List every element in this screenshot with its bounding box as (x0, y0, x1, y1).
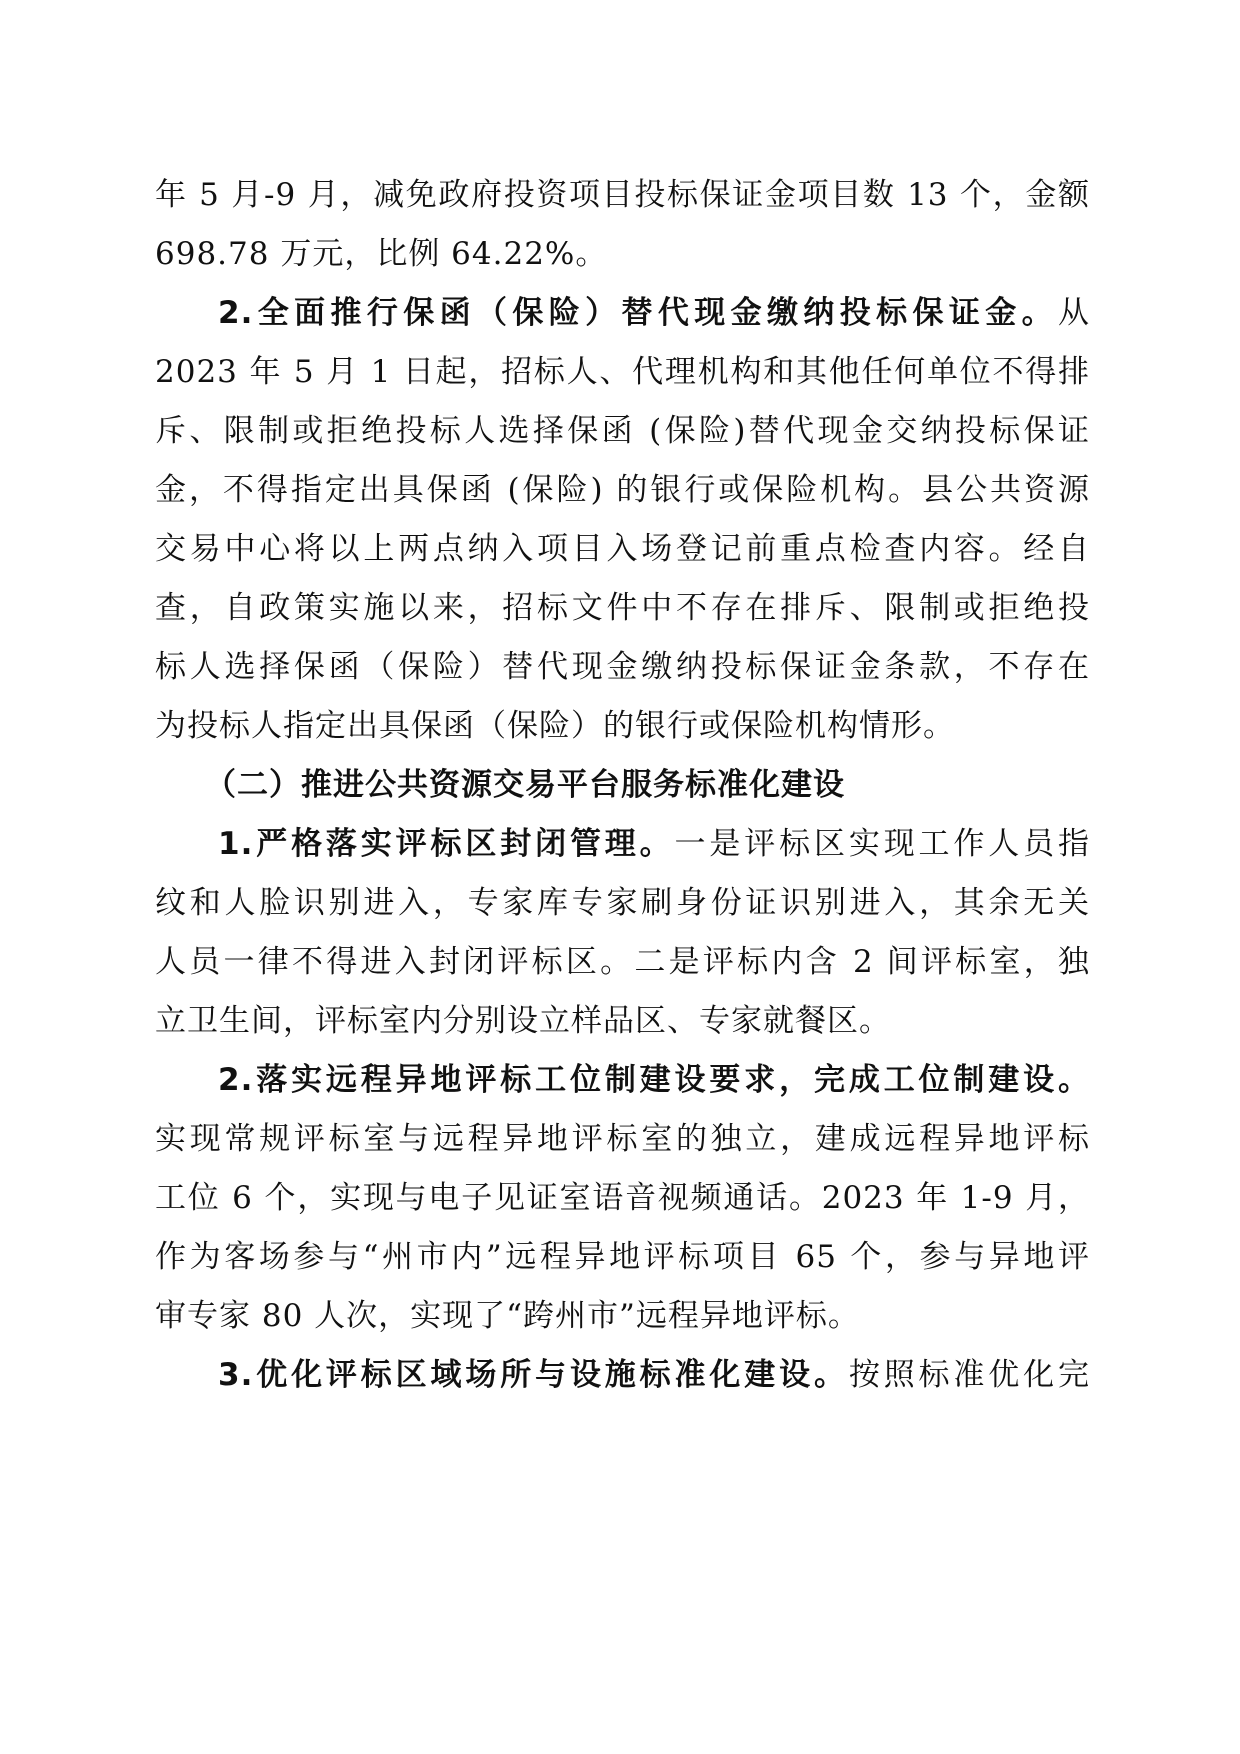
paragraph-line (155, 942, 1090, 982)
section-heading-line (218, 824, 1090, 864)
line-text: 查，自政策实施以来，招标文件中不存在排斥、限制或拒绝投 (155, 590, 1090, 626)
bold-heading: 1.严格落实评标区封闭管理。 (218, 826, 675, 862)
bold-heading: （二）推进公共资源交易平台服务标准化建设 (205, 767, 845, 803)
line-text: 斥、限制或拒绝投标人选择保函 (保险)替代现金交纳投标保证 (155, 413, 1090, 449)
paragraph-line (155, 175, 1090, 215)
paragraph-line (155, 1001, 1090, 1041)
paragraph-line (155, 529, 1090, 569)
line-text: 2023 年 5 月 1 日起，招标人、代理机构和其他任何单位不得排 (155, 354, 1090, 390)
subsection-heading (205, 765, 1090, 805)
paragraph-line (155, 1119, 1090, 1159)
paragraph-line (155, 411, 1090, 451)
section-heading-line (218, 1060, 1090, 1100)
line-text: 按照标准优化完 (848, 1357, 1090, 1393)
line-text: 工位 6 个，实现与电子见证室语音视频通话。2023 年 1-9 月， (155, 1180, 1090, 1216)
section-heading-line (218, 293, 1090, 333)
bold-heading: 2.落实远程异地评标工位制建设要求，完成工位制建设。 (218, 1062, 1090, 1098)
line-text: 人员一律不得进入封闭评标区。二是评标内含 2 间评标室，独 (155, 944, 1090, 980)
line-text: 立卫生间，评标室内分别设立样品区、专家就餐区。 (155, 1003, 891, 1039)
paragraph-line (155, 706, 1090, 746)
line-text: 年 5 月-9 月，减免政府投资项目投标保证金项目数 13 个，金额 (155, 177, 1090, 213)
paragraph-line (155, 588, 1090, 628)
paragraph-line (155, 1296, 1090, 1336)
bold-heading: 3.优化评标区域场所与设施标准化建设。 (218, 1357, 849, 1393)
line-text: 实现常规评标室与远程异地评标室的独立，建成远程异地评标 (155, 1121, 1090, 1157)
line-text: 交易中心将以上两点纳入项目入场登记前重点检查内容。经自 (155, 531, 1090, 567)
paragraph-line (155, 234, 1090, 274)
line-text: 一是评标区实现工作人员指 (674, 826, 1090, 862)
line-text: 纹和人脸识别进入，专家库专家刷身份证识别进入，其余无关 (155, 885, 1090, 921)
section-heading-line (218, 1355, 1090, 1395)
paragraph-line (155, 1237, 1090, 1277)
paragraph-line (155, 352, 1090, 392)
paragraph-line (155, 647, 1090, 687)
line-text: 审专家 80 人次，实现了“跨州市”远程异地评标。 (155, 1298, 860, 1334)
line-text: 金，不得指定出具保函 (保险) 的银行或保险机构。县公共资源 (155, 472, 1090, 508)
line-text: 作为客场参与“州市内”远程异地评标项目 65 个，参与异地评 (155, 1239, 1090, 1275)
line-text: 698.78 万元，比例 64.22%。 (155, 236, 608, 272)
paragraph-line (155, 1178, 1090, 1218)
paragraph-line (155, 883, 1090, 923)
line-text: 标人选择保函（保险）替代现金缴纳投标保证金条款，不存在 (155, 649, 1090, 685)
line-text: 为投标人指定出具保函（保险）的银行或保险机构情形。 (155, 708, 955, 744)
bold-heading: 2.全面推行保函（保险）替代现金缴纳投标保证金。 (218, 295, 1058, 331)
line-text: 从 (1058, 295, 1090, 331)
paragraph-line (155, 470, 1090, 510)
